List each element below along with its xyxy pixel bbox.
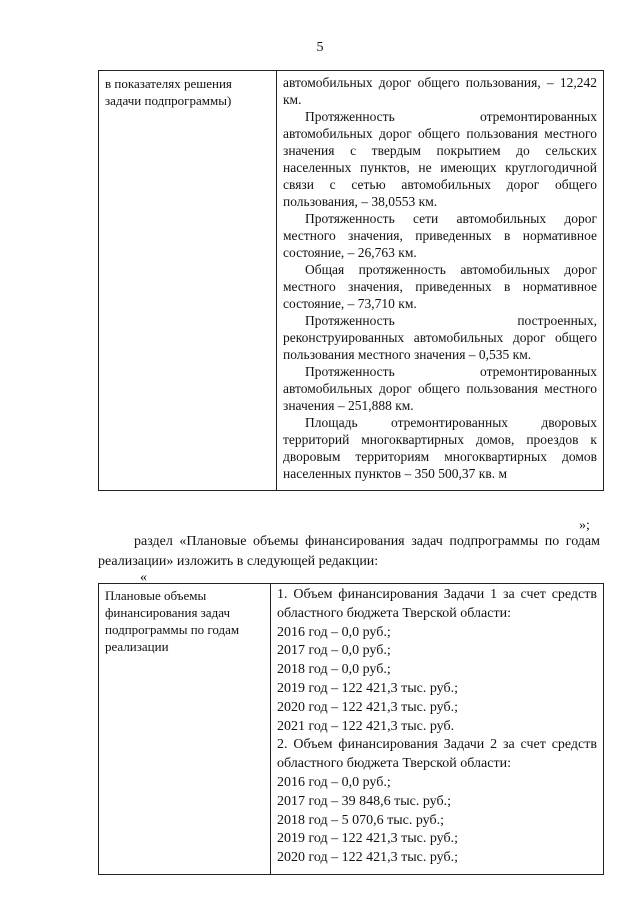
financing-line: 2018 год – 5 070,6 тыс. руб.; <box>277 812 444 828</box>
financing-line: 2019 год – 122 421,3 тыс. руб.; <box>277 831 458 847</box>
closing-quote: »; <box>579 518 590 533</box>
indicator-paragraph: Площадь отремонтированных дворовых территорий многоквартирных домов, проездов к дворовым территориям многоквартирных домов населенных пунктов – 350 500,37 кв. м <box>283 415 597 481</box>
indicators-values-cell <box>277 71 604 491</box>
financing-line: 2016 год – 0,0 руб.; <box>277 774 391 790</box>
table-row <box>99 71 604 491</box>
opening-quote: « <box>140 570 147 585</box>
indicators-table <box>98 70 604 491</box>
indicator-paragraph: Протяженность отремонтированных автомобильных дорог общего пользования местного значения с твердым покрытием до сельских населенных пунктов, не имеющих круглогодичной связи с сетью автомобильных дорог общего пользования, – 38,0553 км. <box>283 109 597 209</box>
financing-line: 2020 год – 122 421,3 тыс. руб.; <box>277 699 458 715</box>
financing-line: 2020 год – 122 421,3 тыс. руб.; <box>277 850 458 866</box>
financing-line: 2. Объем финансирования Задачи 2 за счет средств областного бюджета Тверской области: <box>277 737 597 772</box>
financing-line: 2017 год – 0,0 руб.; <box>277 643 391 659</box>
indicator-paragraph: Протяженность сети автомобильных дорог местного значения, приведенных в нормативное состояние, – 26,763 км. <box>283 211 597 260</box>
financing-table <box>98 583 604 875</box>
indicator-paragraph: Протяженность построенных, реконструированных автомобильных дорог общего пользования местного значения – 0,535 км. <box>283 313 597 362</box>
indicator-paragraph: Общая протяженность автомобильных дорог местного значения, приведенных в нормативное состояние, – 73,710 км. <box>283 262 597 311</box>
financing-label-cell: Плановые объемы финансирования задач подпрограммы по годам реализации <box>99 584 271 875</box>
financing-line: 2018 год – 0,0 руб.; <box>277 662 391 678</box>
financing-values-cell <box>271 584 604 875</box>
indicators-label-cell: в показателях решения задачи подпрограммы) <box>99 71 277 491</box>
financing-line: 2019 год – 122 421,3 тыс. руб.; <box>277 680 458 696</box>
instruction-text: раздел «Плановые объемы финансирования задач подпрограммы по годам реализации» изложить в следующей редакции: <box>98 534 600 569</box>
indicator-paragraph: Протяженность отремонтированных автомобильных дорог общего пользования местного значения – 251,888 км. <box>283 364 597 413</box>
financing-line: 2021 год – 122 421,3 тыс. руб. <box>277 718 455 734</box>
financing-line: 2017 год – 39 848,6 тыс. руб.; <box>277 793 451 809</box>
page-number: 5 <box>316 40 324 55</box>
indicator-paragraph: автомобильных дорог общего пользования, – 12,242 км. <box>283 75 597 107</box>
financing-line: 1. Объем финансирования Задачи 1 за счет средств областного бюджета Тверской области: <box>277 587 597 621</box>
table-row <box>99 584 604 875</box>
financing-line: 2016 год – 0,0 руб.; <box>277 624 391 640</box>
